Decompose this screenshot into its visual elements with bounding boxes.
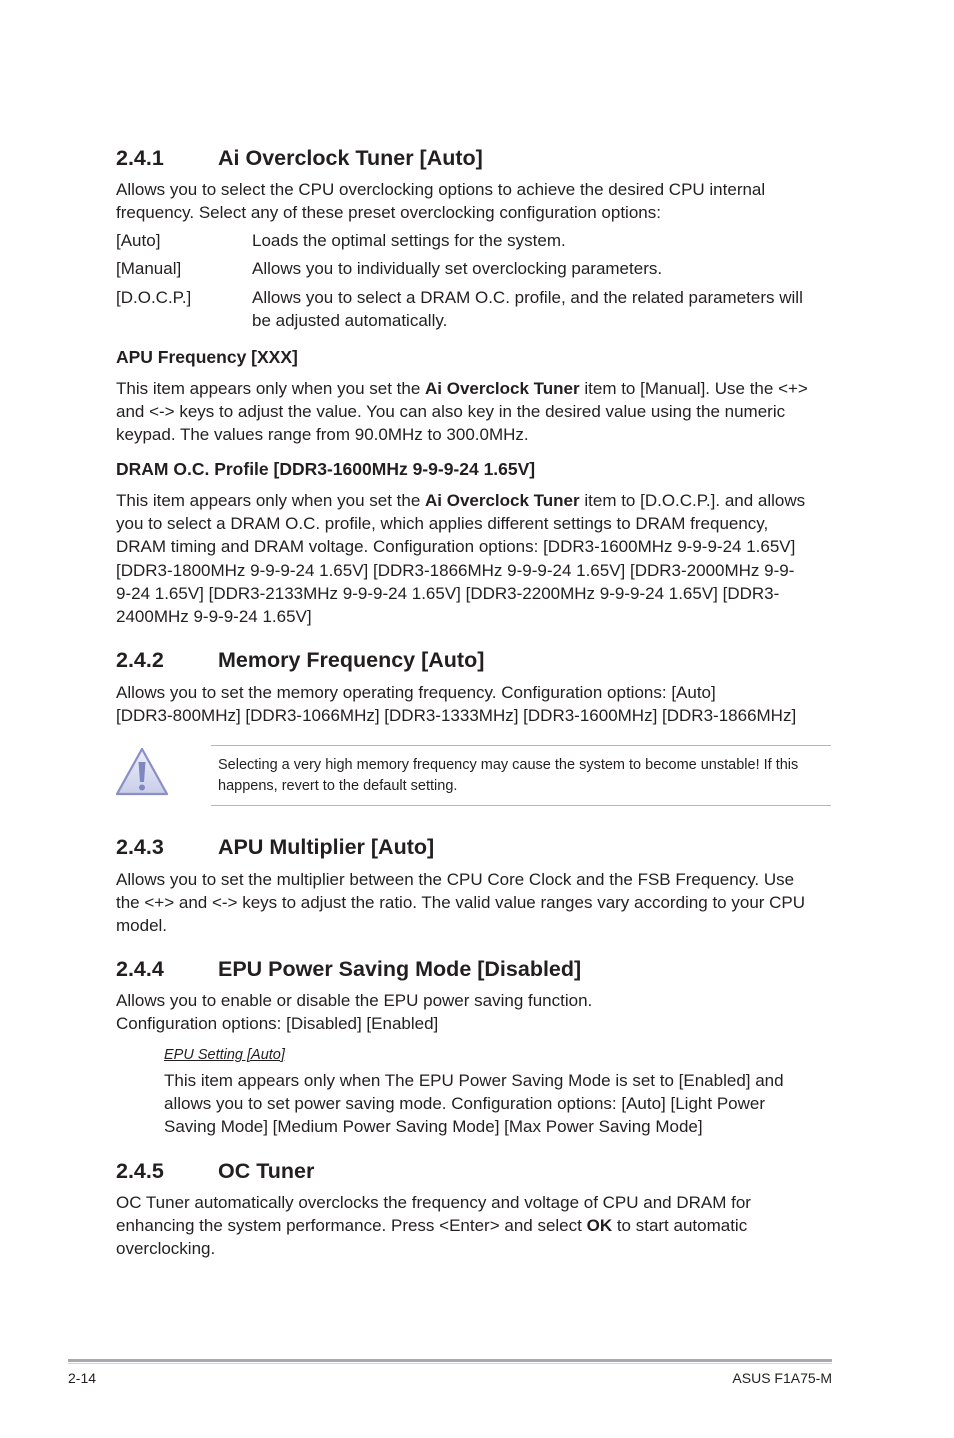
apu-frequency-text — [116, 377, 836, 447]
text-line: frequency. Select any of these preset overclocking configuration options: — [116, 203, 661, 223]
option-key: [Auto] — [116, 231, 161, 250]
epu-setting-text — [164, 1069, 834, 1139]
text-line: Allows you to set the memory operating frequency. Configuration options: [Auto] — [116, 683, 716, 702]
text-line: Selecting a very high memory frequency may cause the system to become unstable! If this — [218, 757, 799, 773]
text-run: This item appears only when you set the — [116, 379, 425, 398]
text-run: item to [D.O.C.P.]. and allows — [579, 491, 806, 510]
option-key: [Manual] — [116, 259, 182, 278]
section-heading-2-4-5 — [0, 1158, 954, 1184]
section-title: Memory Frequency [Auto] — [218, 648, 485, 672]
subsection-heading-apu-frequency: APU Frequency [XXX] — [116, 347, 298, 367]
footer-rule — [68, 1359, 832, 1362]
text-line: happens, revert to the default setting. — [218, 778, 458, 794]
text-line: and <-> keys to adjust the value. You can also key in the desired value using the numeric — [116, 402, 786, 422]
text-run: This item appears only when you set the — [116, 491, 425, 510]
note-rule-top — [211, 745, 831, 746]
section-number: 2.4.3 — [116, 835, 164, 859]
section-heading-2-4-2 — [0, 647, 954, 673]
option-description: Allows you to select a DRAM O.C. profile, and the related parameters will be adjusted automatically. — [252, 288, 803, 331]
section-number: 2.4.4 — [116, 957, 164, 981]
section-title: OC Tuner — [218, 1159, 315, 1183]
section-number: 2.4.1 — [116, 146, 164, 170]
section-intro — [116, 178, 836, 224]
dram-profile-text — [116, 489, 836, 628]
text-line: keypad. The values range from 90.0MHz to 300.0MHz. — [116, 425, 529, 445]
option-description: Loads the optimal settings for the system. — [252, 231, 566, 250]
oc-tuner-text — [116, 1191, 836, 1261]
section-number: 2.4.5 — [116, 1159, 164, 1183]
footer-product-name: ASUS F1A75-M — [732, 1370, 832, 1386]
text-line: overclocking. — [116, 1239, 216, 1259]
text-line: Allows you to set the multiplier between the CPU Core Clock and the FSB Frequency. Use — [116, 870, 795, 889]
text-run: item to [Manual]. Use the <+> — [579, 379, 808, 398]
footer-page-number: 2-14 — [68, 1370, 97, 1386]
text-line: allows you to set power saving mode. Configuration options: [Auto] [Light Power — [164, 1094, 766, 1114]
option-key: [D.O.C.P.] — [116, 288, 192, 307]
text-line: [DDR3-1800MHz 9-9-9-24 1.65V] [DDR3-1866MHz 9-9-9-24 1.65V] [DDR3-2000MHz 9-9- — [116, 560, 795, 580]
epu-setting-subheading: EPU Setting [Auto] — [164, 1047, 285, 1063]
text-line: DRAM timing and DRAM voltage. Configuration options: [DDR3-1600MHz 9-9-9-24 1.65V] — [116, 537, 796, 557]
warning-triangle-icon — [114, 746, 170, 798]
text-line: [DDR3-800MHz] [DDR3-1066MHz] [DDR3-1333MHz] [DDR3-1600MHz] [DDR3-1866MHz] — [116, 706, 797, 726]
note-rule-bottom — [211, 805, 831, 806]
bold-term: Ai Overclock Tuner — [425, 491, 580, 510]
subsection-heading-dram-profile: DRAM O.C. Profile [DDR3-1600MHz 9-9-9-24 1.65V] — [116, 459, 536, 479]
section-title: APU Multiplier [Auto] — [218, 835, 435, 859]
text-line: This item appears only when The EPU Power Saving Mode is set to [Enabled] and — [164, 1071, 784, 1090]
memory-frequency-text — [116, 681, 836, 727]
note-text — [218, 755, 830, 797]
text-run: to start automatic — [612, 1216, 748, 1236]
text-line: Allows you to enable or disable the EPU power saving function. — [116, 991, 593, 1010]
section-number: 2.4.2 — [116, 648, 164, 672]
text-line: OC Tuner automatically overclocks the frequency and voltage of CPU and DRAM for — [116, 1193, 751, 1212]
bold-term: OK — [586, 1216, 613, 1236]
epu-mode-text — [116, 989, 836, 1035]
text-line: 9-24 1.65V] [DDR3-2133MHz 9-9-9-24 1.65V] [DDR3-2200MHz 9-9-9-24 1.65V] [DDR3- — [116, 583, 780, 603]
bold-term: Ai Overclock Tuner — [425, 379, 580, 398]
text-line: you to select a DRAM O.C. profile, which applies different settings to DRAM frequency, — [116, 514, 769, 534]
apu-multiplier-text — [116, 868, 836, 938]
text-line: Saving Mode] [Medium Power Saving Mode] [Max Power Saving Mode] — [164, 1117, 703, 1137]
section-heading-2-4-1 — [0, 145, 954, 171]
section-title: EPU Power Saving Mode [Disabled] — [218, 957, 582, 981]
section-title: Ai Overclock Tuner [Auto] — [218, 146, 483, 170]
option-description: Allows you to individually set overclocking parameters. — [252, 259, 663, 278]
text-run: enhancing the system performance. Press <Enter> and select — [116, 1216, 587, 1236]
text-line: Configuration options: [Disabled] [Enabled] — [116, 1014, 439, 1034]
footer-rule-secondary — [68, 1363, 832, 1364]
text-line: 2400MHz 9-9-9-24 1.65V] — [116, 607, 312, 627]
section-heading-2-4-4 — [0, 956, 954, 982]
text-line: model. — [116, 916, 168, 936]
text-line: Allows you to select the CPU overclocking options to achieve the desired CPU internal — [116, 180, 766, 199]
text-line: the <+> and <-> keys to adjust the ratio. The valid value ranges vary according to your CPU — [116, 893, 806, 913]
section-heading-2-4-3 — [0, 834, 954, 860]
